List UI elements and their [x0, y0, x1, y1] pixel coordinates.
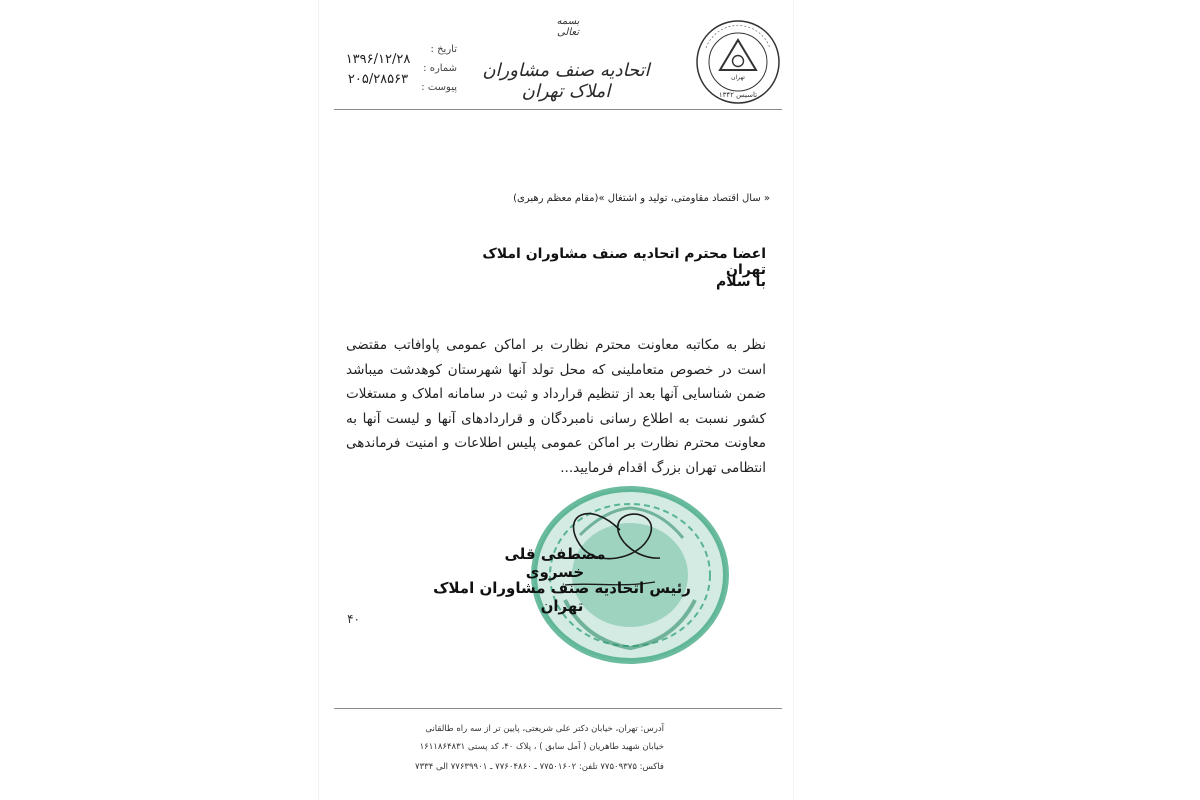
header-divider	[334, 109, 782, 110]
year-slogan: « سال اقتصاد مقاومتی، تولید و اشتغال »(مقام معظم رهبری)	[513, 193, 770, 204]
union-logo	[694, 18, 782, 106]
number-value: ۲۰۵/۲۸۵۶۳	[347, 72, 409, 87]
footer-divider	[334, 708, 782, 709]
date-label: تاریخ :	[430, 44, 457, 55]
letter-body: نظر به مکاتبه معاونت محترم نظارت بر اماکن عمومی پاوافاتب مقتضی است در خصوص متعاملینی که محل تولد آنها شهرستان کوهدشت میباشد ضمن شناسایی آنها بعد از تنظیم قرارداد و ثبت در سامانه املاک و مستغلات کشور نسبت به اطلاع رسانی نامبردگان و قراردادهای آنها و لیست آنها به معاونت محترم نظارت بر اماکن عمومی پلیس اطلاعات و امنیت فرماندهی انتظامی تهران بزرگ اقدام فرمایید...	[346, 337, 766, 476]
bismillah-heading: بسمه تعالی	[556, 16, 580, 38]
footer-phones: فاکس: ۷۷۵۰۹۳۷۵ تلفن: ۷۷۵۰۱۶۰۲ ـ ۷۷۶۰۴۸۶۰ ـ ۷۷۶۳۹۹۰۱ الی ۷۳۳۴	[415, 762, 664, 772]
date-value: ۱۳۹۶/۱۲/۲۸	[345, 52, 411, 67]
organization-title: اتحادیه صنف مشاوران املاک تهران	[482, 60, 650, 102]
number-label: شماره :	[423, 63, 457, 74]
greeting-line: با سلام	[715, 274, 766, 290]
signatory-name: مصطفی قلی خسروی	[504, 545, 606, 581]
signatory-title: رئیس اتحادیه صنف مشاوران املاک تهران	[433, 579, 691, 615]
footer-address-line2: خیابان شهید طاهریان ( آمل سابق ) ، پلاک ۴۰، کد پستی ۱۶۱۱۸۶۴۸۳۱	[419, 742, 664, 752]
attachment-label: پیوست :	[421, 82, 457, 93]
recipient-line: اعضا محترم اتحادیه صنف مشاوران املاک تهران	[482, 246, 766, 278]
logo-founded: تاسیس ۱۳۴۲	[718, 91, 758, 99]
footer-address-line1: آدرس: تهران، خیابان دکتر علی شریعتی، پایین تر از سه راه طالقانی	[425, 724, 664, 734]
margin-note: ۴۰	[347, 612, 360, 626]
logo-city: تهران	[731, 74, 745, 81]
